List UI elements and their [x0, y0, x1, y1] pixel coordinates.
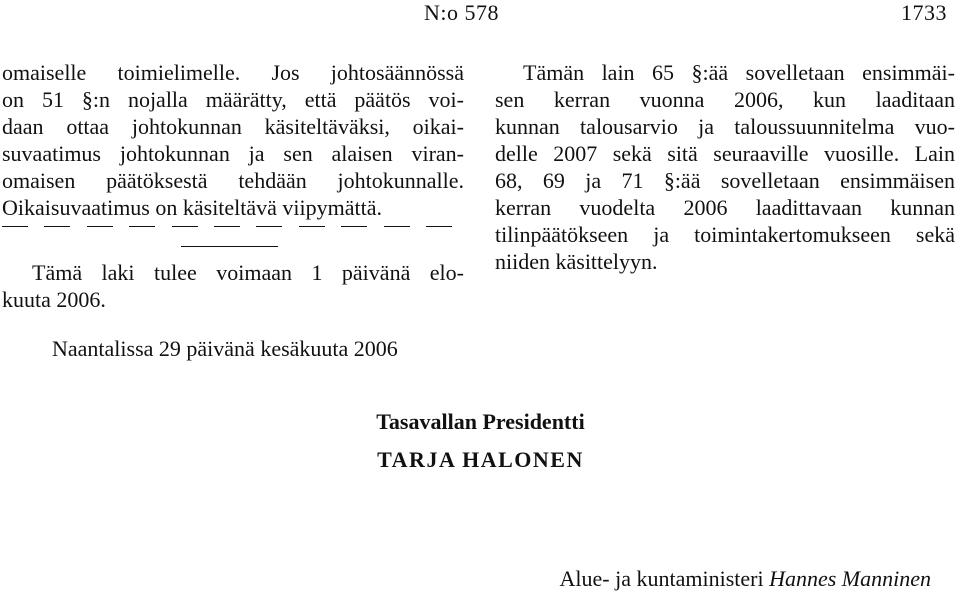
page-number: 1733	[901, 0, 947, 25]
signature-name-text: TARJA HALONEN	[377, 447, 584, 472]
entry-line: Tämä laki tulee voimaan 1 päivänä elo-	[32, 260, 464, 285]
left-line: omaiselle toimielimelle. Jos johtosäännössä	[2, 60, 464, 85]
signature-title-text: Tasavallan Presidentti	[376, 409, 585, 434]
dash	[426, 226, 452, 227]
right-line: 68, 69 ja 71 §:ää sovelletaan ensimmäisen	[495, 168, 955, 193]
right-line: kunnan talousarvio ja taloussuunnitelma vuo-	[495, 114, 955, 139]
countersignature	[560, 565, 931, 592]
right-line: tilinpäätökseen ja toimintakertomukseen sekä	[495, 222, 955, 247]
signature-title	[0, 408, 959, 435]
signature-name	[0, 446, 959, 473]
countersignature-role: Alue- ja kuntaministeri	[559, 566, 764, 591]
left-line: on 51 §:n nojalla määrätty, että päätös voi-	[2, 87, 464, 112]
dash	[299, 226, 325, 227]
right-line: sen kerran vuonna 2006, kun laaditaan	[495, 87, 955, 112]
dash	[2, 226, 28, 227]
countersignature-name: Hannes Manninen	[769, 566, 931, 591]
dash	[256, 226, 282, 227]
dash	[341, 226, 367, 227]
right-line: delle 2007 sekä sitä seuraaville vuosille. Lain	[495, 141, 955, 166]
dash	[384, 226, 410, 227]
right-column-text	[495, 59, 955, 275]
dash	[129, 226, 155, 227]
entry-line: kuuta 2006.	[2, 287, 106, 312]
dash	[87, 226, 113, 227]
place-and-date: Naantalissa 29 päivänä kesäkuuta 2006	[52, 336, 398, 361]
left-column-text	[2, 59, 464, 221]
page-header	[0, 0, 959, 30]
right-line: Tämän lain 65 §:ää sovelletaan ensimmäi-	[523, 60, 955, 85]
right-line: niiden käsittelyyn.	[495, 249, 658, 274]
separator-rule	[181, 246, 278, 247]
left-line: omaisen päätöksestä tehdään johtokunnalle.	[2, 168, 464, 193]
dash	[44, 226, 70, 227]
left-line: daan ottaa johtokunnan käsiteltäväksi, oikai-	[2, 114, 464, 139]
dash	[214, 226, 240, 227]
dash	[172, 226, 198, 227]
entry-into-force-text	[2, 259, 464, 313]
section-end-dashes	[2, 222, 452, 228]
left-line: Oikaisuvaatimus on käsiteltävä viipymättä.	[2, 195, 383, 220]
issue-number: N:o 578	[424, 0, 499, 25]
left-line: suvaatimus johtokunnan ja sen alaisen viran-	[2, 141, 464, 166]
right-line: kerran vuodelta 2006 laadittavaan kunnan	[495, 195, 955, 220]
